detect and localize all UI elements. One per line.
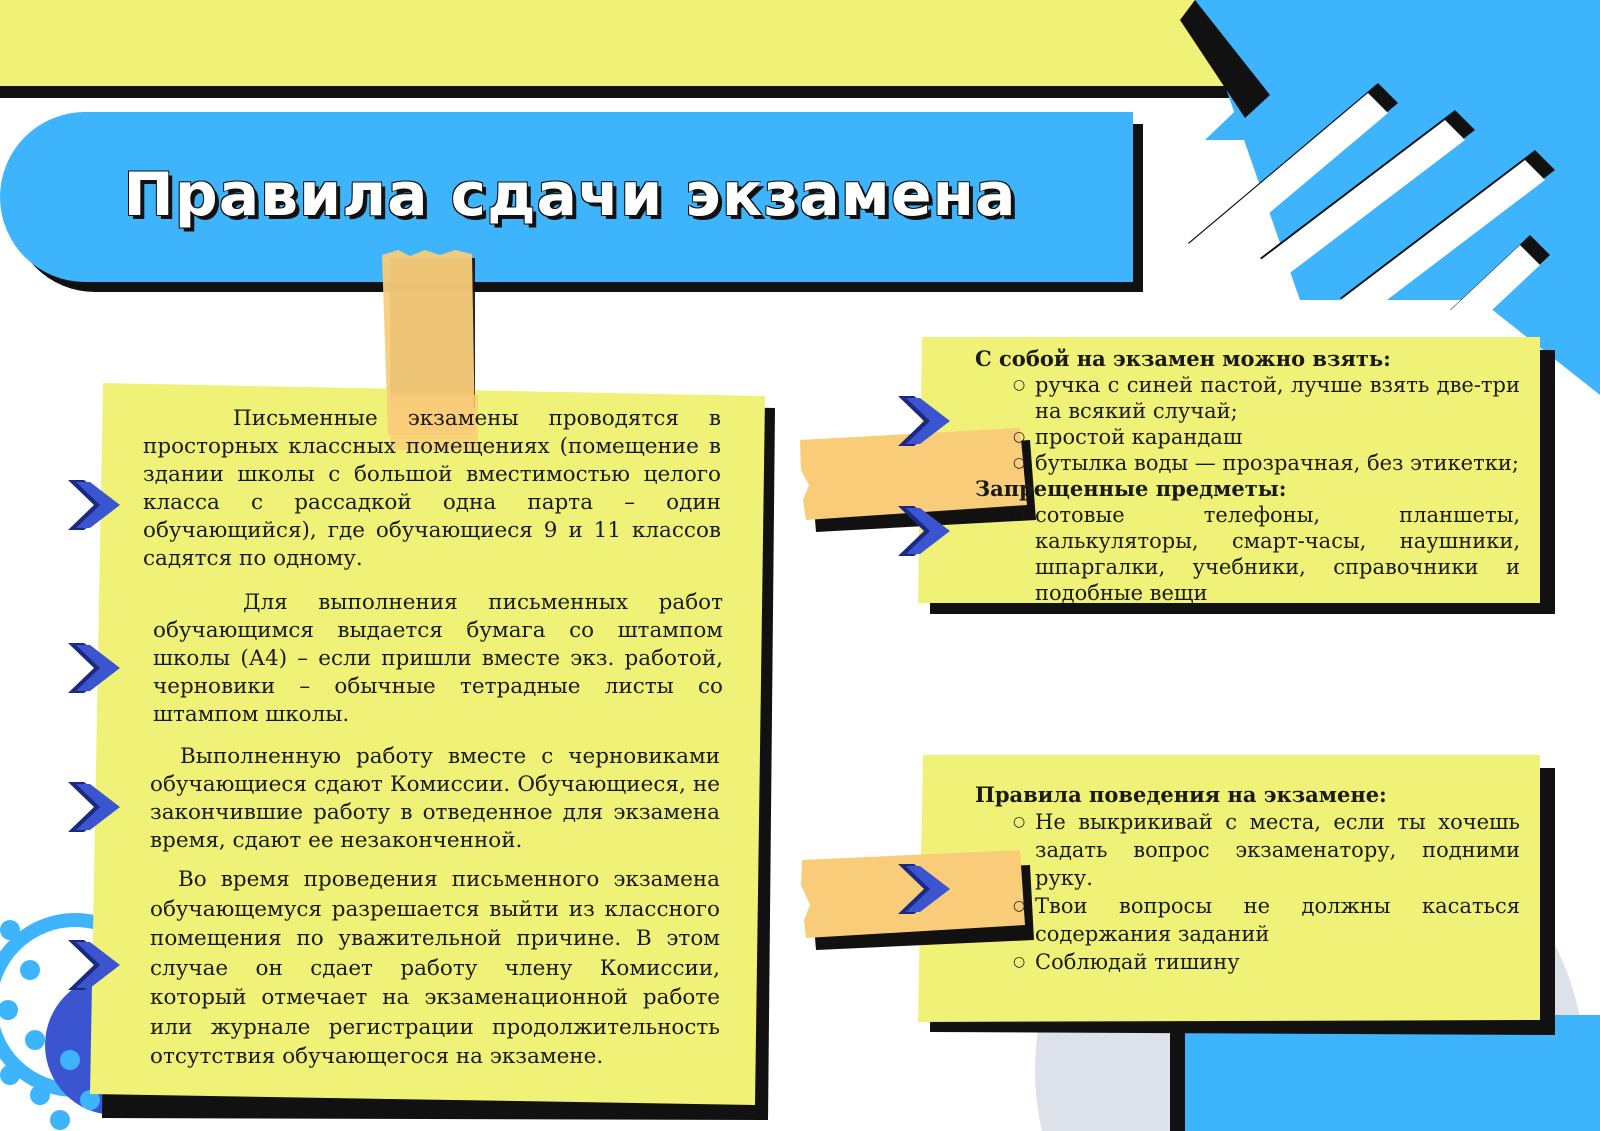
list-item: ○ ручка с синей пастой, лучше взять две-три на всякий случай; xyxy=(975,372,1520,424)
list-item: ○ бутылка воды — прозрачная, без этикетки; xyxy=(975,450,1520,476)
behavior-heading: Правила поведения на экзамене: xyxy=(975,782,1387,807)
list-item: ○ сотовые телефоны, планшеты, калькуляторы, смарт-часы, наушники, шпаргалки, учебники, справочники и подобные вещи xyxy=(975,502,1520,606)
list-item: ○ простой карандаш xyxy=(975,424,1520,450)
list-item: ○ Соблюдай тишину xyxy=(975,948,1520,976)
paragraph-paper: Для выполнения письменных работ обучающимся выдается бумага со штампом школы (А4) – если пришли вместе экз. работой, черновики – обычные тетрадные листы со штампом школы. xyxy=(153,590,723,727)
top-band-shadow xyxy=(0,86,1290,98)
paragraph-written-exams: Письменные экзамены проводятся в просторных классных помещениях (помещение в здании школы с большой вместимостью целого класса с рассадкой одна парта – один обучающийся), где обучающиеся 9 и 11 классов садятся по одному. xyxy=(143,406,721,571)
list-item: ○ Не выкрикивай с места, если ты хочешь задать вопрос экзаменатору, подними руку. xyxy=(975,808,1520,892)
right-note-behavior xyxy=(975,782,1520,976)
allowed-list xyxy=(975,372,1520,476)
paragraph-submission: Выполненную работу вместе с черновиками обучающиеся сдают Комиссии. Обучающиеся, не закончившие работу в отведенное для экзамена время, сдают ее незаконченной. xyxy=(150,744,720,853)
allowed-heading: С собой на экзамен можно взять: xyxy=(975,346,1391,371)
list-item: ○ Твои вопросы не должны касаться содержания заданий xyxy=(975,892,1520,948)
forbidden-heading: Запрещенные предметы: xyxy=(975,476,1287,501)
forbidden-list xyxy=(975,502,1520,606)
page-title: Правила сдачи экзамена xyxy=(123,160,1017,230)
behavior-list xyxy=(975,808,1520,976)
right-note-allowed xyxy=(975,346,1520,606)
top-yellow-band xyxy=(0,0,1300,88)
paragraph-leaving: Во время проведения письменного экзамена обучающемуся разрешается выйти из классного помещения по уважительной причине. В этом случае он сдает работу члену Комиссии, который отмечает на экзаменационной работе или журнале регистрации продолжительность отсутствия обучающегося на экзамене. xyxy=(150,867,720,1069)
